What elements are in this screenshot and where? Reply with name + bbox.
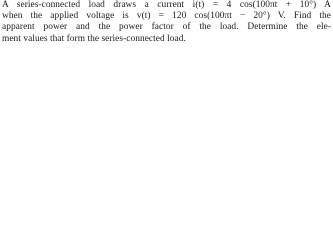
problem-line-3: apparent power and the power factor of the load. Determine the ele-: [2, 22, 331, 33]
problem-line-4: ment values that form the series-connected load.: [2, 33, 186, 44]
problem-text: [2, 0, 331, 45]
problem-line-1: A series-connected load draws a current i(t) = 4 cos(100πt + 10°) A: [2, 0, 331, 10]
problem-line-2: when the applied voltage is v(t) = 120 cos(100πt − 20°) V. Find the: [2, 11, 331, 22]
